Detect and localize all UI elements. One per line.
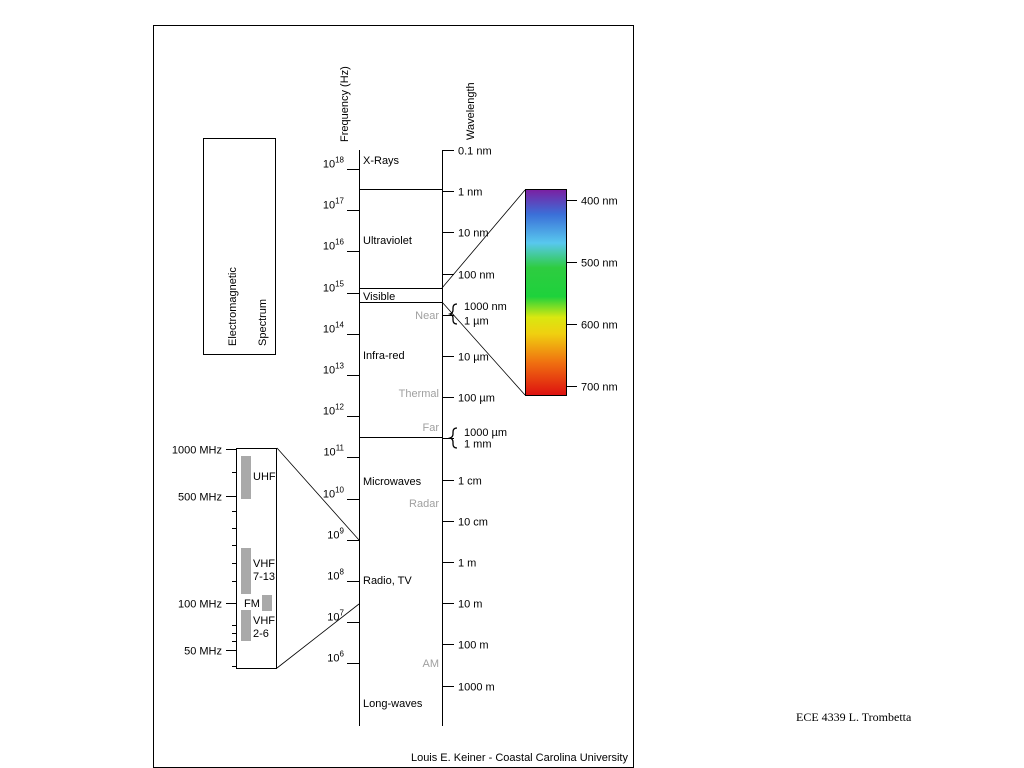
radio-tick-label: 500 MHz [177,491,222,504]
wavelength-ticks [442,146,495,694]
brace-icon [450,304,457,324]
radio-zoom-line-bottom [277,604,359,668]
visible-tick-label: 500 nm [581,257,618,270]
band-microwaves: Microwaves [363,476,422,488]
band-long-waves: Long-waves [363,698,423,710]
frequency-tick-label: $10^9$ [327,526,344,542]
wave-extra-1000nm: 1000 nm [464,301,507,313]
footer-text: ECE 4339 L. Trombetta [796,710,912,724]
sub-band-thermal: Thermal [398,388,439,400]
radio-tick-label: 100 MHz [177,598,222,611]
uhf-band-bar [241,456,251,499]
title-line2: Spectrum [257,298,269,346]
vhf-high-band-bar [241,548,251,594]
title-line1: Electromagnetic [227,267,239,346]
fm-label: FM [244,598,260,610]
wavelength-tick-label: 0.1 nm [458,145,492,158]
credit-text: Louis E. Keiner - Coastal Carolina University [410,752,628,764]
radio-tick-label: 1000 MHz [171,444,222,457]
wavelength-tick-label: 10 µm [458,351,489,364]
band-infra-red: Infra-red [363,350,405,362]
frequency-ticks [323,156,359,665]
band-x-rays: X-Rays [363,155,400,167]
wavelength-tick-label: 10 m [458,598,483,611]
visible-tick-label: 600 nm [581,319,618,332]
wavelength-tick-label: 10 nm [458,227,489,240]
frequency-tick-label: $10^{15}$ [322,279,344,295]
wavelength-tick-label: 100 m [458,639,489,652]
frequency-tick-label: $10^{13}$ [322,361,344,377]
wavelength-tick-label: 1000 m [458,681,495,694]
visible-tick-label: 400 nm [581,195,618,208]
frequency-tick-label: $10^{14}$ [322,320,344,336]
visible-spectrum-bar [526,190,567,396]
frequency-tick-label: $10^6$ [327,649,344,665]
wavelength-tick-label: 100 nm [458,269,495,282]
wavelength-tick-label: 100 µm [458,392,495,405]
band-visible: Visible [363,291,396,303]
frequency-tick-label: $10^{18}$ [322,155,344,171]
frequency-tick-label: $10^{16}$ [322,237,344,253]
frequency-tick-label: $10^7$ [327,608,344,624]
wavelength-tick-label: 1 nm [458,186,483,199]
vhf-low-label: VHF 2-6 [253,615,275,640]
wavelength-tick-label: 10 cm [458,516,488,529]
vhf-high-label: VHF 7-13 [253,558,276,583]
wavelength-tick-label: 1 µm [464,315,489,328]
frequency-tick-label: $10^{12}$ [322,402,344,418]
band-ultraviolet: Ultraviolet [363,235,412,247]
sub-band-near: Near [415,310,439,322]
diagram-frame [154,26,634,768]
uhf-label: UHF [253,471,276,483]
sub-band-am: AM [422,658,439,670]
wavelength-axis-label: Wavelength [465,82,477,140]
frequency-tick-label: $10^{11}$ [323,443,344,459]
sub-band-radar: Radar [409,498,439,510]
radio-zoom-line-top [277,448,359,540]
radio-tick-label: 50 MHz [184,645,222,658]
frequency-axis-label: Frequency (Hz) [339,66,351,142]
wave-extra-1000um: 1000 µm [464,427,508,439]
visible-tick-label: 700 nm [581,381,618,394]
wavelength-tick-label: 1 m [458,557,477,570]
frequency-tick-label: $10^8$ [327,567,344,583]
wavelength-tick-label: 1 cm [458,475,482,488]
vhf-low-band-bar [241,610,251,641]
wavelength-tick-label: 1 mm [464,438,492,451]
frequency-tick-label: $10^{10}$ [322,485,344,501]
band-radio-tv: Radio, TV [363,575,412,587]
frequency-tick-label: $10^{17}$ [322,196,344,212]
visible-spectrum-ticks [566,196,618,394]
radio-detail-ticks [172,445,237,667]
sub-band-far: Far [422,422,439,434]
fm-band-bar [262,595,272,611]
